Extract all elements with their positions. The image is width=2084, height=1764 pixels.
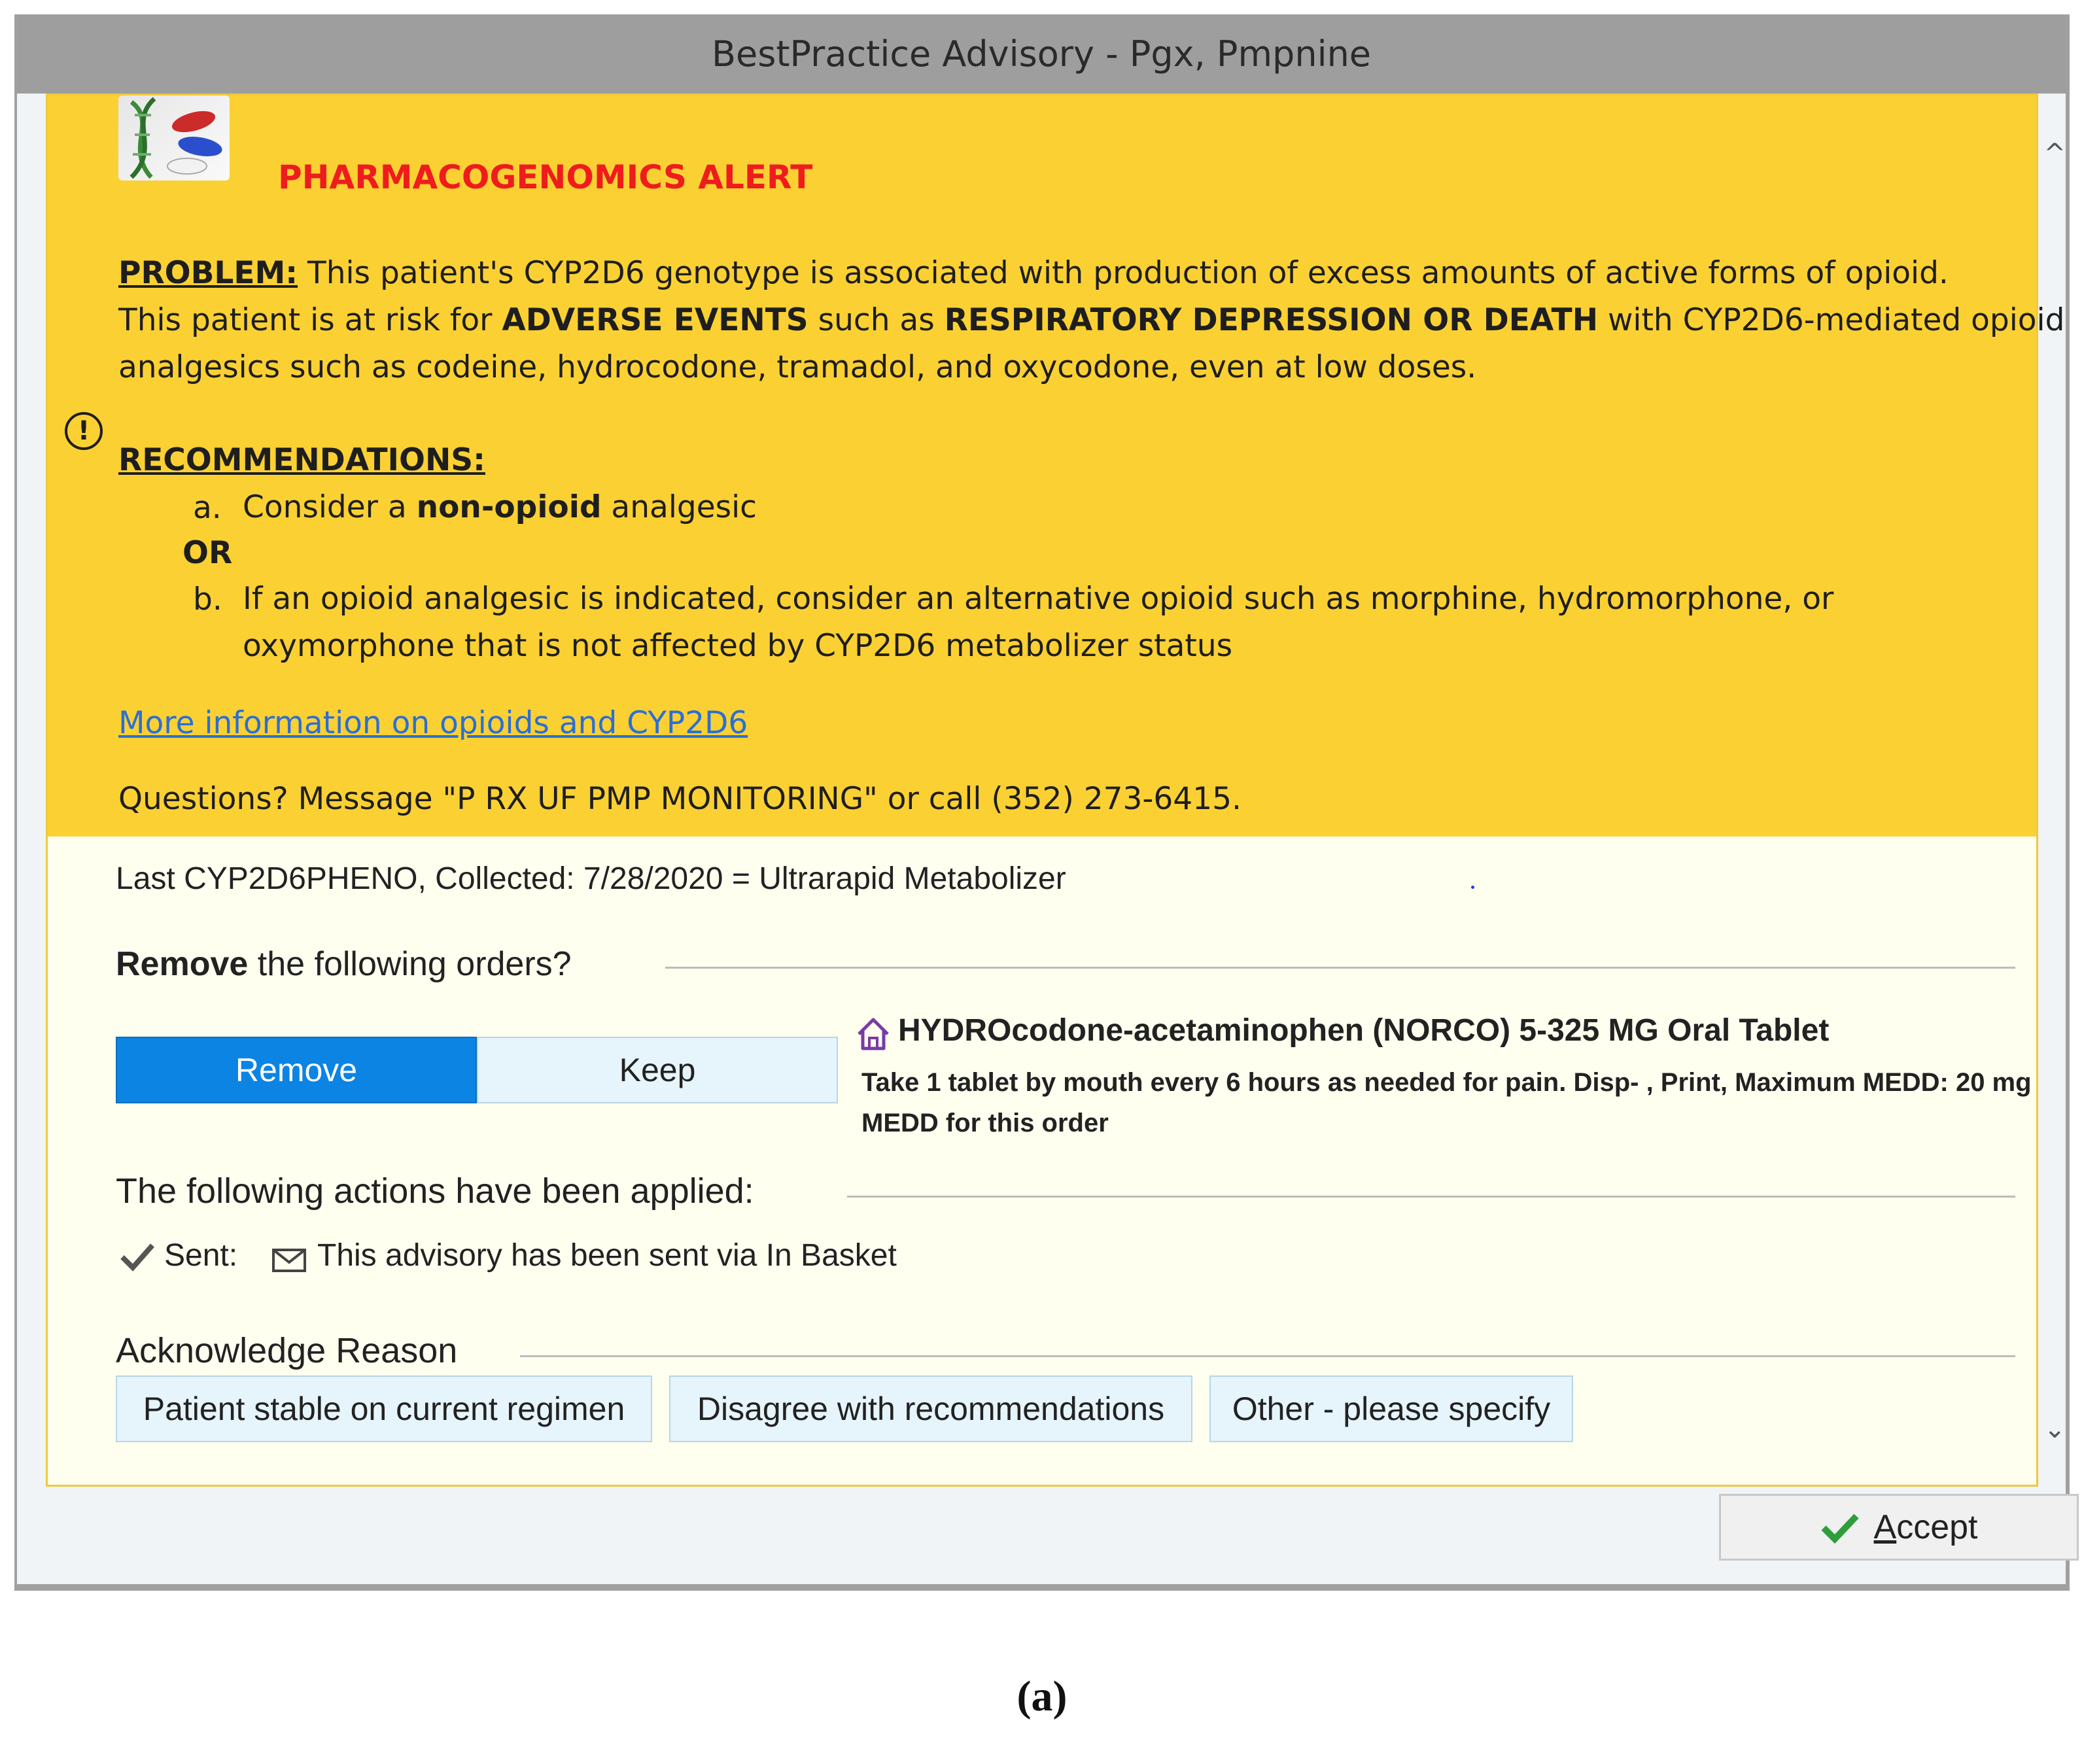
rec-b-line-2: oxymorphone that is not affected by CYP2D6 metabolizer status [243,628,1233,664]
problem-line-1 [118,250,1949,297]
rec-a-bold: non-opioid [416,489,602,525]
order-title: HYDROcodone-acetaminophen (NORCO) 5-325 MG Oral Tablet [898,1013,1830,1048]
green-checkmark-icon [1820,1511,1860,1544]
scroll-up-icon[interactable]: ^ [2043,139,2066,169]
lab-result-text: Last CYP2D6PHENO, Collected: 7/28/2020 = Ultrarapid Metabolizer [116,861,1066,896]
or-text: OR [182,535,233,571]
problem-text-2b: such as [808,302,945,338]
exclamation-circle-icon: ! [65,412,103,450]
keep-button[interactable]: Keep [477,1037,838,1103]
questions-text: Questions? Message "P RX UF PMP MONITORING" or call (352) 273-6415. [118,781,1242,817]
scroll-down-icon[interactable]: ⌄ [2043,1414,2066,1444]
checkmark-icon [120,1241,155,1271]
problem-text-1: This patient's CYP2D6 genotype is associated with production of excess amounts of active forms of opioid. [298,255,1949,291]
reason-other-button[interactable]: Other - please specify [1209,1375,1573,1442]
rec-b-line-1: If an opioid analgesic is indicated, consider an alternative opioid such as morphine, hydromorphone, or [243,581,1834,617]
reason-patient-stable-button[interactable]: Patient stable on current regimen [116,1375,652,1442]
rec-b-marker: b. [193,581,222,617]
accept-label [1874,1508,1978,1547]
respiratory-depression-text: RESPIRATORY DEPRESSION OR DEATH [944,302,1599,338]
accept-button[interactable] [1719,1494,2079,1561]
reason-disagree-button[interactable]: Disagree with recommendations [669,1375,1192,1442]
accept-mnemonic: A [1873,1508,1897,1546]
alert-title: PHARMACOGENOMICS ALERT [278,158,813,196]
remove-button[interactable]: Remove [116,1037,477,1103]
window-title: BestPractice Advisory - Pgx, Pmpnine [711,33,1372,75]
figure-caption: (a) [1016,1672,1068,1720]
problem-text-2c: with CYP2D6-mediated opioid [1598,302,2065,338]
alert-banner [48,95,2065,837]
recommendations-label: RECOMMENDATIONS: [118,442,485,478]
remove-heading-bold: Remove [116,945,249,983]
divider-remove [665,967,2015,969]
blue-dot [1471,886,1474,889]
rec-a-marker: a. [193,490,222,526]
more-info-link[interactable]: More information on opioids and CYP2D6 [118,705,748,741]
recommendations-heading [118,437,485,484]
actions-heading: The following actions have been applied: [116,1171,754,1211]
problem-line-3: analgesics such as codeine, hydrocodone, tramadol, and oxycodone, even at low doses. [118,349,1477,385]
alert-panel [46,94,2065,1487]
divider-acknowledge [520,1355,2015,1357]
or-label [182,530,232,577]
problem-line-2 [118,297,2064,344]
advisory-window [14,14,2070,1591]
remove-orders-heading [116,944,572,984]
adverse-events-text: ADVERSE EVENTS [502,302,808,338]
window-titlebar[interactable] [17,14,2066,94]
problem-label: PROBLEM: [118,255,298,291]
accept-rest: ccept [1896,1508,1978,1546]
order-detail: Take 1 tablet by mouth every 6 hours as needed for pain. Disp- , Print, Maximum MEDD: 20 mg MEDD for this order [861,1068,2032,1137]
sent-label: Sent: [164,1238,238,1273]
problem-text-2a: This patient is at risk for [118,302,502,338]
remove-heading-rest: the following orders? [248,945,572,983]
home-med-icon [855,1016,892,1052]
rec-a-pre: Consider a [243,489,417,525]
rec-a-text [243,484,757,531]
sent-text: This advisory has been sent via In Basket [317,1238,897,1273]
rec-a-post: analgesic [601,489,757,525]
dna-pills-icon [118,95,230,181]
envelope-icon [271,1248,307,1273]
acknowledge-heading: Acknowledge Reason [116,1331,458,1370]
divider-actions [847,1196,2015,1198]
